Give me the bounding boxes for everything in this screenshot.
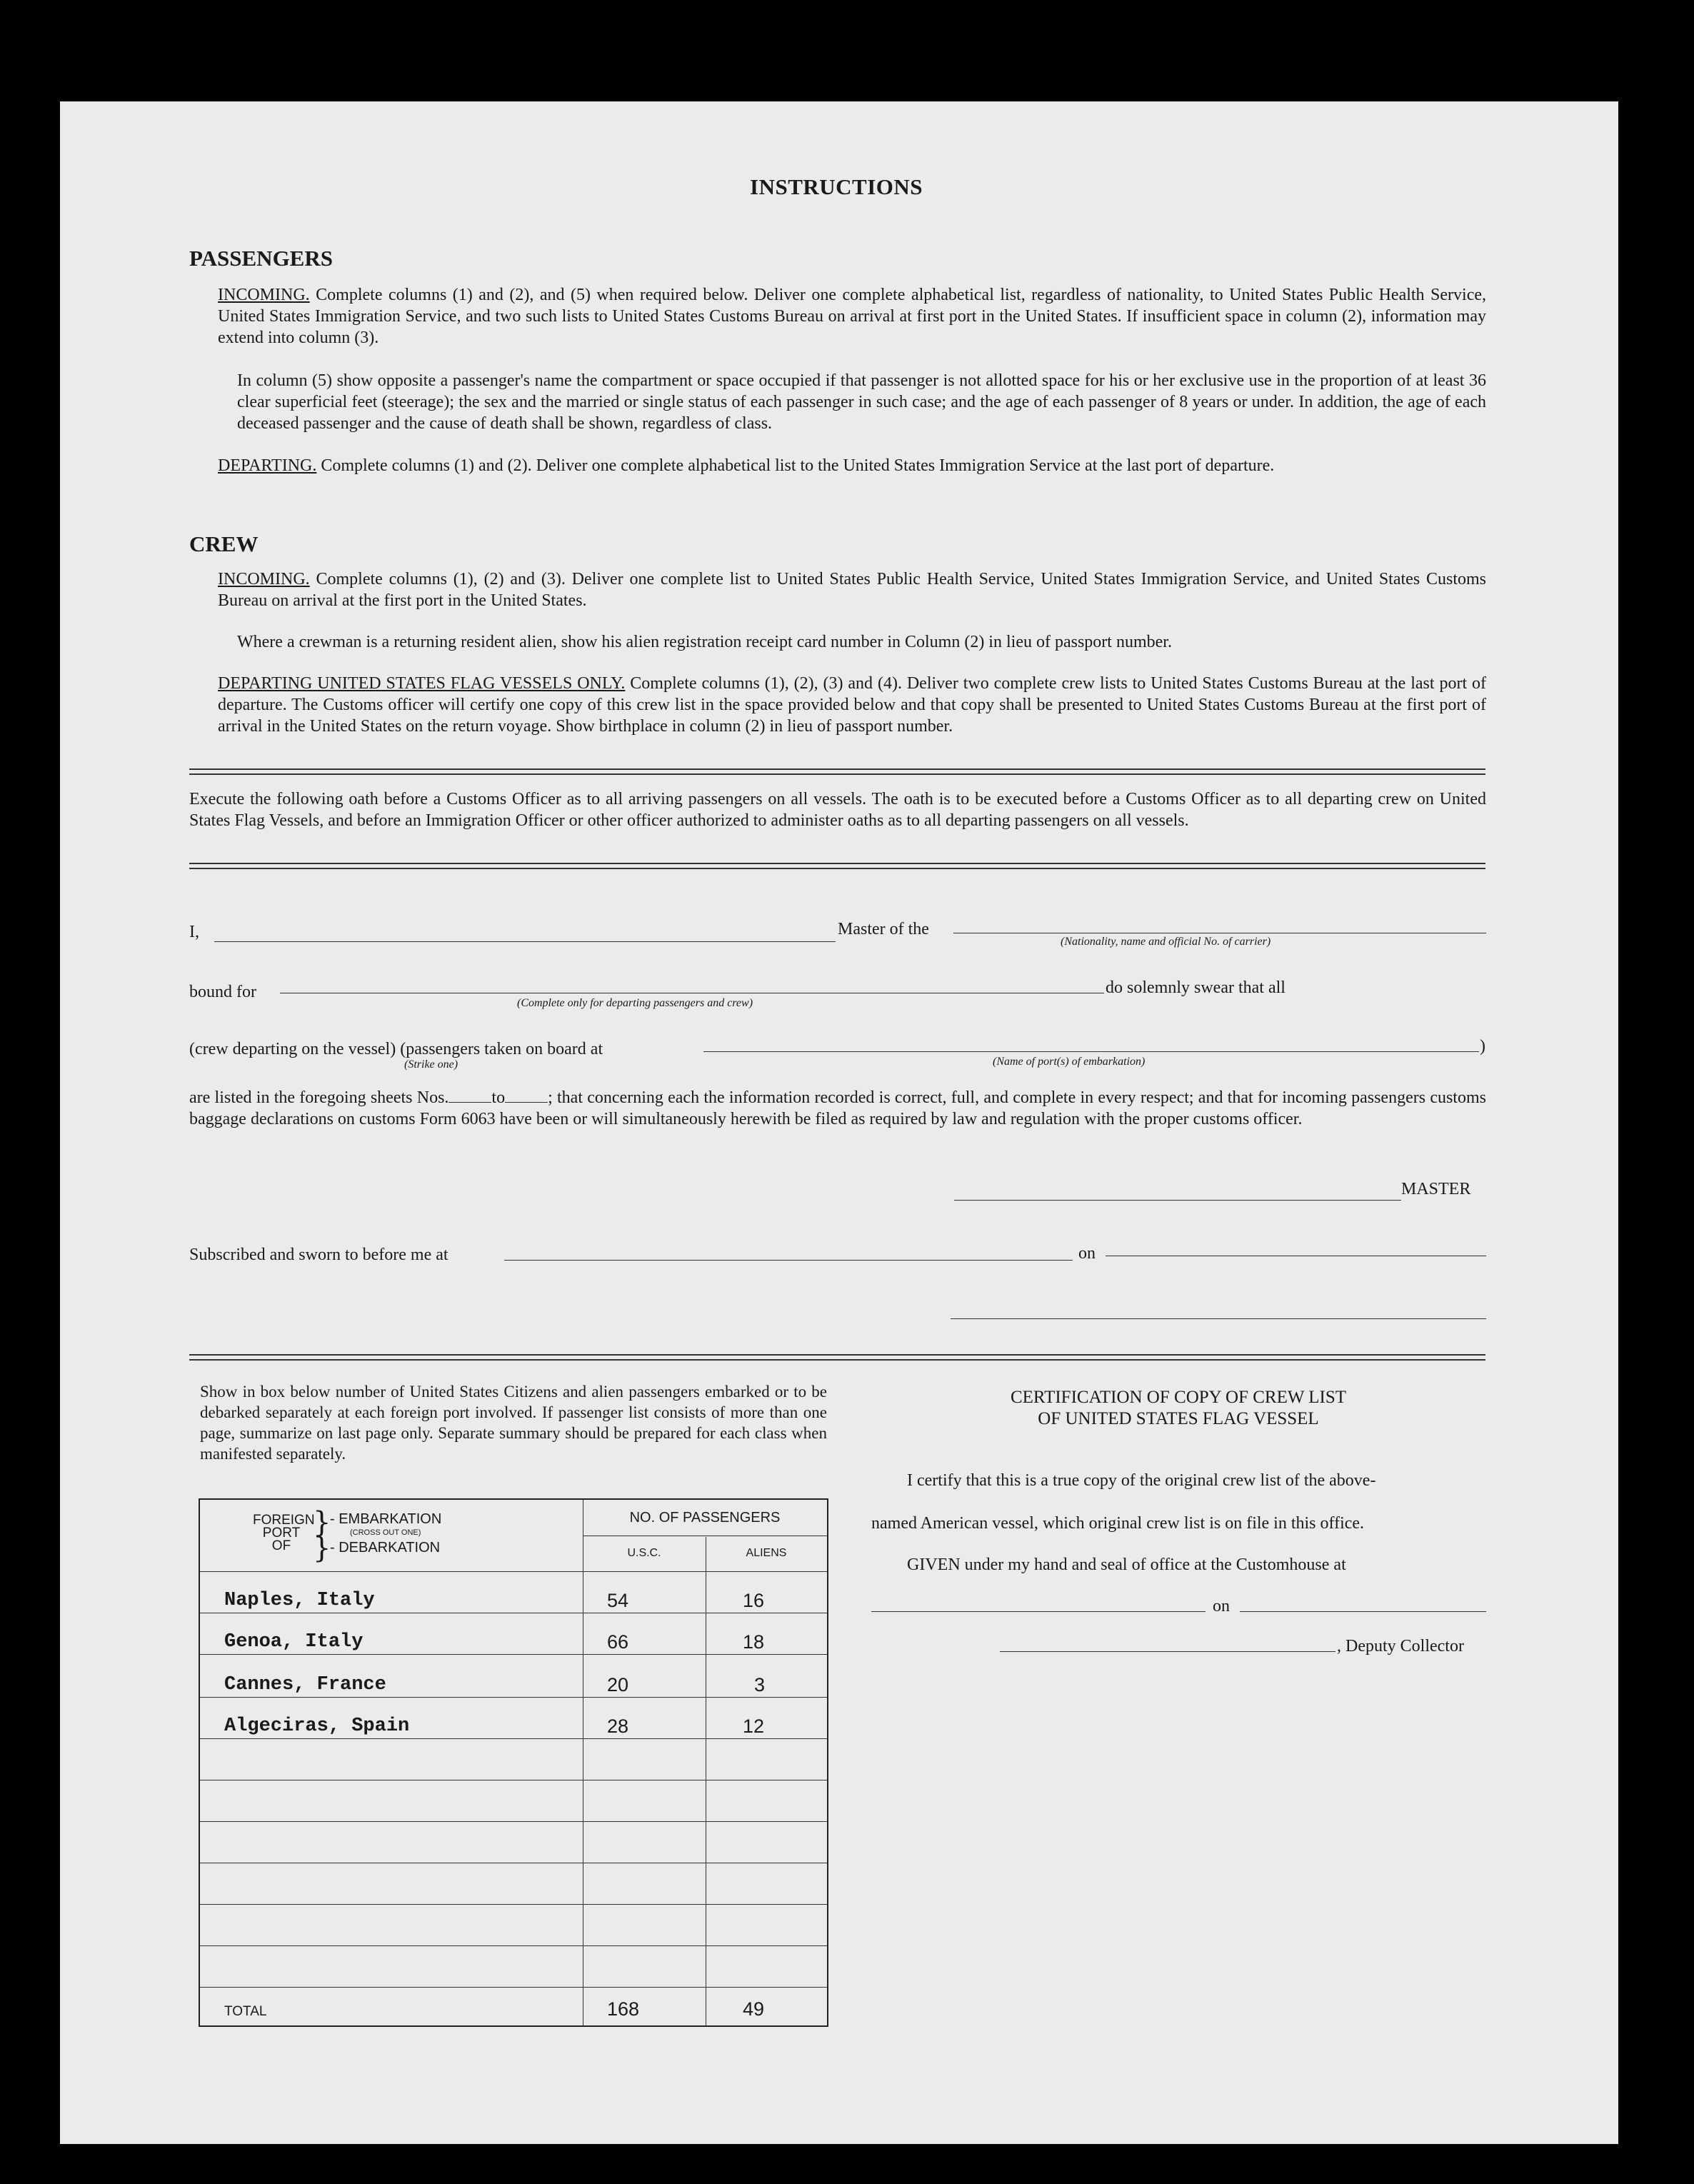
crew-incoming-text: Complete columns (1), (2) and (3). Deliver one complete list to United States Public Health Service, United States Immigration Service, and United States Customs Bureau on arrival at the first port in the United States. <box>218 570 1486 610</box>
certification-heading <box>871 1387 1485 1430</box>
brace-glyph: } <box>313 1506 331 1539</box>
subscribed-place-line[interactable] <box>504 1260 1073 1261</box>
passengers-incoming-label: INCOMING. <box>218 286 310 304</box>
debarkation-label: - DEBARKATION <box>330 1540 441 1556</box>
certification-line2: named American vessel, which original crew list is on file in this office. <box>871 1514 1365 1533</box>
port-cell: Naples, Italy <box>224 1590 375 1611</box>
crew-incoming-paragraph <box>218 568 1486 611</box>
crew-passengers-label: (crew departing on the vessel) (passengers taken on board at <box>189 1040 603 1058</box>
brace-glyph: } <box>313 1532 331 1565</box>
summary-intro: Show in box below number of United States Citizens and alien passengers embarked or to be debarked separately at each foreign port involved. If passenger list consists of more than one page, summarize on last page only. Separate summary should be prepared for each class when manifested separately. <box>200 1383 827 1463</box>
usc-cell: 66 <box>607 1631 629 1653</box>
strike-one-caption: (Strike one) <box>404 1058 458 1071</box>
deputy-signature-line[interactable] <box>1000 1651 1335 1652</box>
officer-signature-line[interactable] <box>951 1318 1486 1319</box>
sheets-label: are listed in the foregoing sheets Nos. <box>189 1088 449 1107</box>
passengers-column5-paragraph: In column (5) show opposite a passenger's name the compartment or space occupied if that passenger is not allotted space for his or her exclusive use in the proportion of at least 36 clear superficial feet (steerage); the sex and the married or single status of each passenger in such case; and the age of each passenger of 8 years or under. In addition, the age of each deceased passenger and the cause of death shall be shown, regardless of class. <box>237 371 1486 433</box>
row-divider <box>200 1571 827 1572</box>
subscribed-on-label: on <box>1078 1244 1096 1263</box>
nationality-caption: (Nationality, name and official No. of carrier) <box>1061 936 1271 948</box>
passengers-incoming-text: Complete columns (1) and (2), and (5) when required below. Deliver one complete alphabetical list, regardless of nationality, to United States Public Health Service, United States Immigration Service, and two such lists to United States Customs Bureau on arrival at first port in the United States. If insufficient space in column (2), information may extend into column (3). <box>218 286 1487 347</box>
crew-incoming-label: INCOMING. <box>218 570 310 588</box>
page-title: INSTRUCTIONS <box>750 174 923 199</box>
oath-intro: Execute the following oath before a Customs Officer as to all arriving passengers on all vessels. The oath is to be executed before a Customs Officer as to all departing crew on United States Flag Vessels, and before an Immigration Officer or other officer authorized to administer oaths as to all departing passengers on all vessels. <box>189 790 1486 830</box>
section-divider <box>189 1354 1485 1361</box>
master-of-the-label: Master of the <box>838 920 929 938</box>
port-cell: Cannes, France <box>224 1674 386 1695</box>
aliens-header: ALIENS <box>746 1547 787 1559</box>
row-divider <box>200 1738 827 1739</box>
port-cell: Algeciras, Spain <box>224 1715 410 1737</box>
crew-resident-paragraph: Where a crewman is a returning resident alien, show his alien registration receipt card number in Column (2) in lieu of passport number. <box>237 633 1172 651</box>
crew-departing-text: Complete columns (1), (2), (3) and (4). Deliver two complete crew lists to United States Customs Bureau at the last port of departure. The Customs officer will certify one copy of this crew list in the space provided below and that copy shall be presented to United States Customs Bureau at the first port of arrival in the United States on the return voyage. Show birthplace in column (2) in lieu of passport number. <box>218 674 1487 736</box>
cross-out-label: (CROSS OUT ONE) <box>350 1528 421 1537</box>
aliens-cell: 16 <box>743 1590 765 1611</box>
customhouse-place-line[interactable] <box>871 1611 1206 1612</box>
passengers-heading: PASSENGERS <box>189 246 333 271</box>
port-caption: (Name of port(s) of embarkation) <box>993 1056 1146 1068</box>
passengers-departing-paragraph <box>218 455 1486 476</box>
usc-cell: 54 <box>607 1590 629 1611</box>
sheet-from-line[interactable] <box>448 1102 491 1103</box>
total-label: TOTAL <box>224 2004 267 2019</box>
port-cell: Genoa, Italy <box>224 1631 364 1653</box>
embarkation-label: - EMBARKATION <box>330 1511 442 1527</box>
solemnly-swear-label: do solemnly swear that all <box>1106 978 1285 997</box>
certification-heading-line1: CERTIFICATION OF COPY OF CREW LIST <box>1010 1388 1347 1407</box>
crew-departing-paragraph <box>218 673 1486 737</box>
sheet-to-line[interactable] <box>505 1102 548 1103</box>
aliens-cell: 18 <box>743 1631 765 1653</box>
master-signature-line[interactable] <box>954 1200 1401 1201</box>
passengers-departing-label: DEPARTING. <box>218 456 317 475</box>
section-divider <box>189 863 1485 869</box>
aliens-cell: 3 <box>754 1674 766 1695</box>
oath-statement <box>189 1087 1486 1130</box>
row-divider <box>200 1987 827 1988</box>
of-label: OF <box>271 1538 291 1553</box>
certification-on-label: on <box>1213 1597 1230 1616</box>
no-of-passengers-header: NO. OF PASSENGERS <box>629 1510 781 1526</box>
certification-date-line[interactable] <box>1240 1611 1486 1612</box>
certification-heading-line2: OF UNITED STATES FLAG VESSEL <box>1038 1409 1319 1428</box>
crew-departing-label: DEPARTING UNITED STATES FLAG VESSELS ONLY. <box>218 674 626 693</box>
row-divider <box>200 1945 827 1946</box>
port-embarkation-line[interactable] <box>703 1051 1479 1052</box>
row-divider <box>200 1697 827 1698</box>
to-label: to <box>491 1088 506 1107</box>
crew-heading: CREW <box>189 531 259 556</box>
certification-line1: I certify that this is a true copy of the original crew list of the above- <box>907 1471 1376 1490</box>
port-label: PORT <box>262 1526 301 1541</box>
certification-line3: GIVEN under my hand and seal of office at the Customhouse at <box>907 1556 1346 1574</box>
foreign-label: FOREIGN <box>253 1513 315 1528</box>
master-label: MASTER <box>1401 1180 1471 1198</box>
subscribed-label: Subscribed and sworn to before me at <box>189 1246 448 1264</box>
row-divider <box>200 1904 827 1905</box>
usc-cell: 28 <box>607 1715 629 1737</box>
oath-i-label: I, <box>189 923 199 941</box>
total-usc-cell: 168 <box>607 1998 640 2020</box>
usc-header: U.S.C. <box>627 1547 661 1559</box>
deputy-collector-label: , Deputy Collector <box>1337 1637 1464 1655</box>
passengers-departing-text: Complete columns (1) and (2). Deliver one complete alphabetical list to the United States Immigration Service at the last port of departure. <box>321 456 1275 475</box>
master-name-line[interactable] <box>214 941 836 942</box>
passenger-summary-table <box>199 1498 828 2027</box>
usc-cell: 20 <box>607 1674 629 1695</box>
row-divider <box>200 1654 827 1655</box>
aliens-cell: 12 <box>743 1715 765 1737</box>
passengers-incoming-paragraph <box>218 284 1486 349</box>
section-divider <box>189 768 1485 775</box>
foreign-port-of-header <box>253 1513 315 1553</box>
oath-statement-text: ; that concerning each the information recorded is correct, full, and complete in every respect; and that for incoming passengers customs baggage declarations on customs Form 6063 have been or will simultaneously herewith be filed as required by law and regulation with the proper customs officer. <box>189 1088 1486 1128</box>
complete-only-caption: (Complete only for departing passengers and crew) <box>517 997 753 1009</box>
close-paren: ) <box>1480 1037 1485 1056</box>
bound-for-label: bound for <box>189 983 256 1001</box>
row-divider <box>200 1821 827 1822</box>
total-aliens-cell: 49 <box>743 1998 765 2020</box>
